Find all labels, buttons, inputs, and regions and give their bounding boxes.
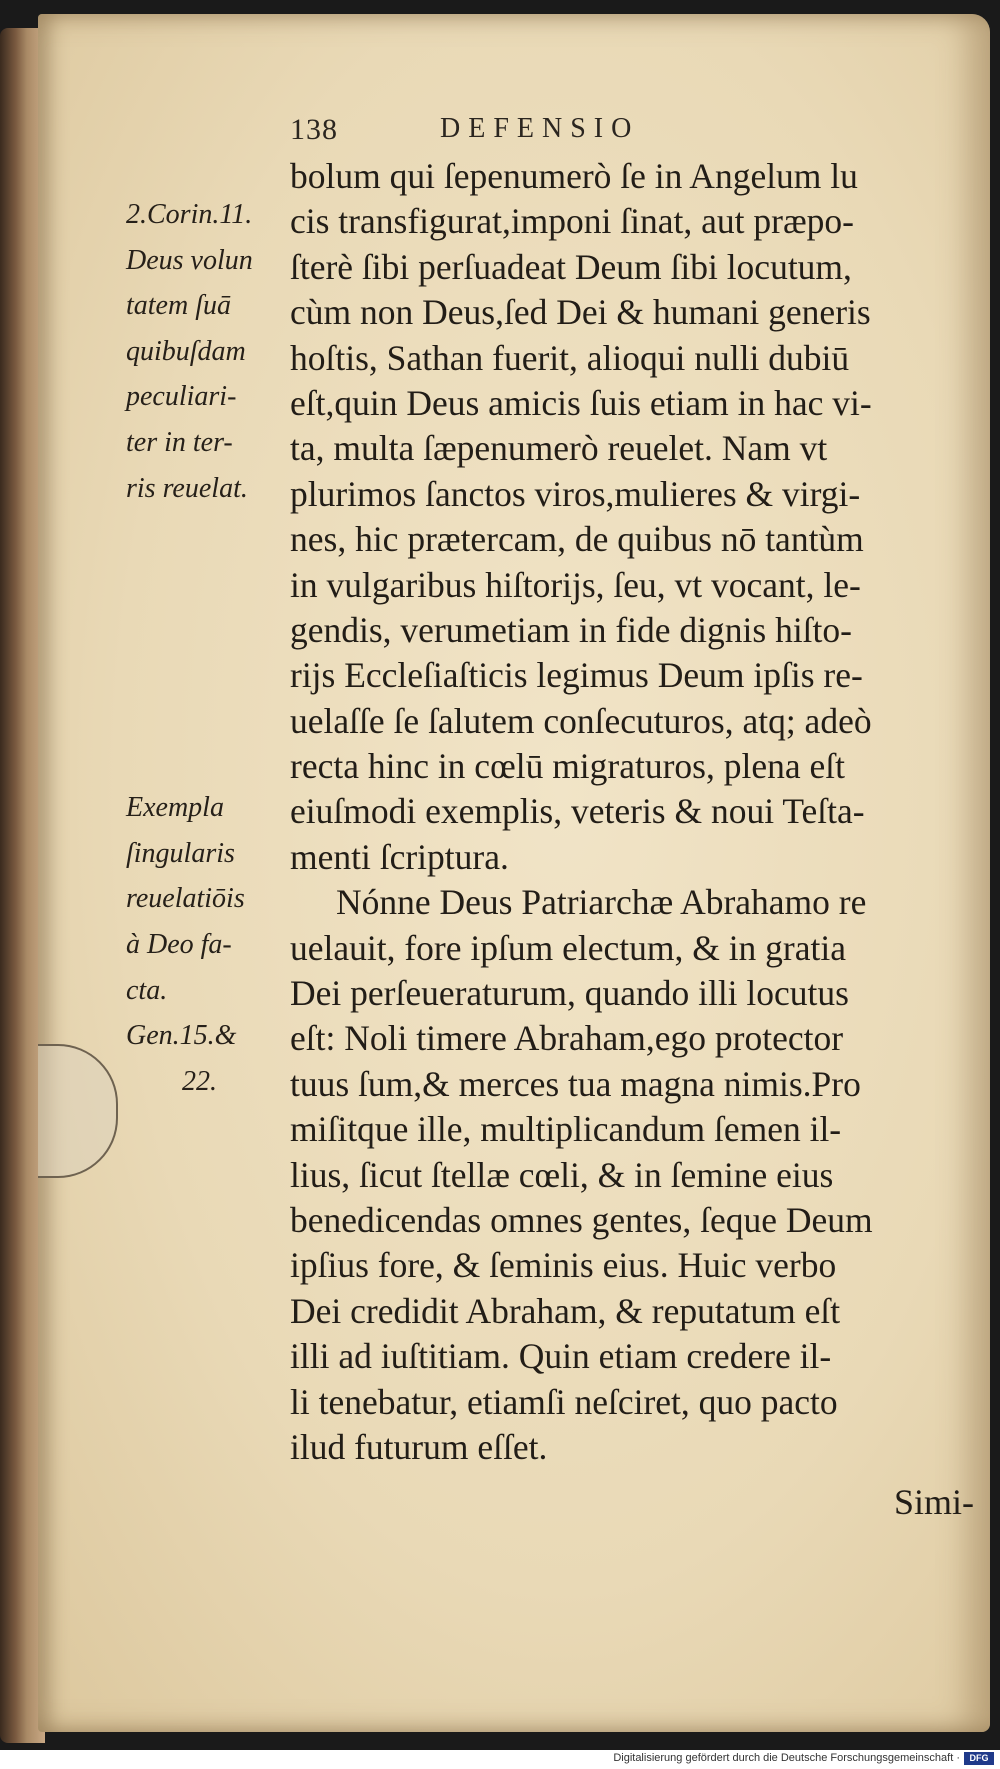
text-line: uelauit, fore ipſum electum, & in gratia (290, 927, 846, 968)
text-line: in vulgaribus hiſtorijs, ſeu, vt vocant, le- (290, 564, 861, 605)
dfg-logo: DFG (964, 1752, 994, 1765)
funding-credit: Digitalisierung gefördert durch die Deutsche Forschungsgemeinschaft · (613, 1752, 960, 1764)
text-line: Dei perſeueraturum, quando illi locutus (290, 973, 849, 1014)
margin-note-line: cta. (126, 974, 168, 1006)
text-line: nes, hic prætercam, de quibus nō tantùm (290, 519, 864, 560)
text-line: ipſius fore, & ſeminis eius. Huic verbo (290, 1245, 837, 1286)
catchword: Simi- (894, 1482, 975, 1522)
text-line: uelaſſe ſe ſalutem conſecuturos, atq; adeò (290, 700, 872, 741)
text-line: miſitque ille, multiplicandum ſemen il- (290, 1109, 842, 1150)
text-line: bolum qui ſepenumerò ſe in Angelum lu (290, 156, 858, 196)
text-line: ilud futurum eſſet. (290, 1426, 548, 1467)
margin-note-line: Exempla (126, 792, 224, 824)
margin-note-line: Deus volun (126, 244, 253, 276)
text-line: ſterè ſibi perſuadeat Deum ſibi locutum, (290, 246, 852, 287)
running-title: DEFENSIO (440, 113, 640, 144)
margin-note-line: peculiari- (126, 381, 237, 413)
margin-note-line: ſingularis (126, 837, 235, 869)
margin-note-line: reuelatiōis (126, 883, 245, 915)
margin-note-line: Gen.15.& (126, 1020, 237, 1052)
text-line: li tenebatur, etiamſi neſciret, quo pacto (290, 1381, 838, 1422)
margin-note-line: 2.Corin.11. (126, 199, 253, 230)
page-clip (38, 1044, 118, 1178)
margin-note-line: tatem ſuā (126, 290, 231, 322)
page-header (290, 113, 770, 153)
text-line: plurimos ſanctos viros,mulieres & virgi- (290, 473, 861, 514)
text-line: illi ad iuſtitiam. Quin etiam credere il- (290, 1336, 832, 1377)
text-line: menti ſcriptura. (290, 836, 509, 877)
text-line: eiuſmodi exemplis, veteris & noui Teſta- (290, 791, 865, 832)
page-number: 138 (290, 113, 338, 146)
text-line: benedicendas omnes gentes, ſeque Deum (290, 1199, 873, 1240)
text-line: cùm non Deus,ſed Dei & humani generis (290, 292, 871, 333)
text-line: lius, ſicut ſtellæ cœli, & in ſemine eius (290, 1154, 834, 1195)
text-line: hoſtis, Sathan fuerit, alioqui nulli dubiū (290, 337, 850, 378)
text-line: eſt: Noli timere Abraham,ego protector (290, 1018, 844, 1059)
text-line: tuus ſum,& merces tua magna nimis.Pro (290, 1063, 861, 1104)
margin-notes (126, 192, 281, 1104)
text-line: rijs Eccleſiaſticis legimus Deum ipſis re- (290, 655, 863, 696)
text-line: Nónne Deus Patriarchæ Abrahamo re (336, 882, 867, 923)
body-text (290, 154, 990, 1470)
margin-note-line: ter in ter- (126, 426, 233, 458)
text-line: ta, multa ſæpenumerò reuelet. Nam vt (290, 428, 828, 469)
margin-note-line: quibuſdam (126, 335, 246, 367)
margin-gap (126, 511, 281, 785)
text-line: recta hinc in cœlū migraturos, plena eſt (290, 746, 845, 787)
text-line: gendis, verumetiam in fide dignis hiſto- (290, 609, 852, 650)
margin-note-line: 22. (182, 1065, 217, 1097)
margin-note-line: ris reuelat. (126, 472, 248, 504)
margin-note-line: à Deo fa- (126, 928, 232, 960)
text-line: Dei credidit Abraham, & reputatum eſt (290, 1290, 841, 1331)
text-line: cis transfigurat,imponi ſinat, aut præpo- (290, 201, 854, 242)
text-line: eſt,quin Deus amicis ſuis etiam in hac vi- (290, 382, 872, 423)
